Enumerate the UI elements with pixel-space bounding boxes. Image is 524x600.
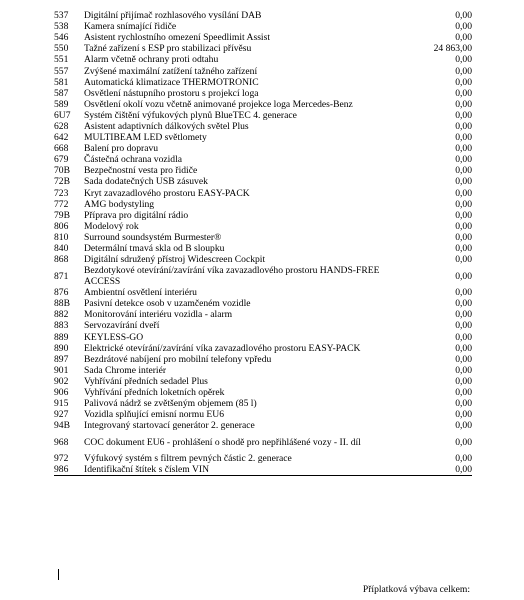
table-row — [54, 176, 472, 187]
table-row — [54, 10, 472, 21]
option-code-cell: 840 — [54, 243, 69, 255]
table-row — [54, 376, 472, 387]
table-row — [54, 431, 472, 453]
option-description-cell: Zvýšené maximální zatížení tažného zařízení — [84, 65, 258, 77]
table-row — [54, 165, 472, 176]
text-cursor — [58, 569, 59, 580]
option-price-cell: 0,00 — [455, 143, 472, 155]
option-code-cell: 72B — [54, 176, 70, 188]
option-price-cell: 0,00 — [455, 243, 472, 255]
option-code-cell: 927 — [54, 409, 69, 421]
option-description-cell: Digitální přijímač rozhlasového vysílání DAB — [84, 10, 262, 22]
table-row — [54, 320, 472, 331]
option-description-cell: Vyhřívání předních loketních opěrek — [84, 387, 225, 399]
option-code-cell: 88B — [54, 298, 70, 310]
option-code-cell: 668 — [54, 143, 69, 155]
option-description-cell: Bezdrátové nabíjení pro mobilní telefony vpředu — [84, 353, 272, 365]
table-row — [54, 21, 472, 32]
option-description-cell: MULTIBEAM LED světlomety — [84, 132, 207, 144]
option-description-cell: Balení pro dopravu — [84, 143, 159, 155]
option-description-cell: Osvětlení okolí vozu včetně animované projekce loga Mercedes-Benz — [84, 98, 353, 110]
option-description-cell: Alarm včetně ochrany proti odtahu — [84, 54, 219, 66]
option-description-cell: Osvětlení nástupního prostoru s projekcí loga — [84, 87, 259, 99]
option-code-cell: 587 — [54, 87, 69, 99]
option-price-cell: 0,00 — [455, 209, 472, 221]
table-row — [54, 409, 472, 420]
option-price-cell: 0,00 — [455, 287, 472, 299]
option-price-cell: 0,00 — [416, 464, 472, 476]
option-description-cell: Automatická klimatizace THERMOTRONIC — [84, 76, 259, 88]
option-code-cell: 589 — [54, 98, 69, 110]
table-row — [54, 265, 472, 287]
option-description-cell: Digitální sdružený přístroj Widescreen Cockpit — [84, 254, 266, 266]
option-price-cell: 0,00 — [455, 176, 472, 188]
table-row — [54, 99, 472, 110]
option-code-cell: 538 — [54, 21, 69, 33]
option-code-cell: 70B — [54, 165, 70, 177]
option-price-cell: 24 863,00 — [433, 43, 472, 55]
table-row — [54, 232, 472, 243]
option-code-cell: 906 — [54, 387, 69, 399]
table-row — [54, 188, 472, 199]
option-code-cell: 915 — [54, 398, 69, 410]
option-description-cell: Vozidla splňující emisní normu EU6 — [84, 409, 224, 421]
option-price-cell: 0,00 — [455, 398, 472, 410]
option-code-cell: 551 — [54, 54, 69, 66]
option-price-cell: 0,00 — [455, 76, 472, 88]
table-row — [54, 43, 472, 54]
table-row — [54, 121, 472, 132]
option-description-cell: Asistent rychlostního omezení Speedlimit Assist — [84, 32, 271, 44]
table-row — [54, 298, 472, 309]
option-description-cell: Modelový rok — [84, 220, 139, 232]
option-description-cell: Identifikační štítek s číslem VIN — [84, 464, 416, 476]
option-price-cell: 0,00 — [455, 298, 472, 310]
table-row — [54, 398, 472, 409]
option-price-cell: 0,00 — [455, 331, 472, 343]
option-description-cell: Částečná ochrana vozidla — [84, 154, 183, 166]
option-description-cell: Monitorování interiéru vozidla - alarm — [84, 309, 233, 321]
option-price-cell: 0,00 — [455, 453, 472, 465]
option-price-cell: 0,00 — [455, 320, 472, 332]
option-description-cell: Pasivní detekce osob v uzamčeném vozidle — [84, 298, 251, 310]
option-description-cell: Integrovaný startovací generátor 2. generace — [84, 420, 255, 432]
option-code-cell: 550 — [54, 43, 69, 55]
option-description-cell: Palivová nádrž se zvětšeným objemem (85 l) — [84, 398, 257, 410]
table-row — [54, 354, 472, 365]
option-price-cell: 0,00 — [455, 32, 472, 44]
option-code-cell: 557 — [54, 65, 69, 77]
option-code-cell: 642 — [54, 132, 69, 144]
option-description-cell: Výfukový systém s filtrem pevných částic 2. generace — [84, 453, 292, 465]
option-code-cell: 889 — [54, 331, 69, 343]
option-code-cell: 890 — [54, 342, 69, 354]
option-price-cell: 0,00 — [455, 342, 472, 354]
option-price-cell: 0,00 — [455, 409, 472, 421]
option-description-cell: Elektrické otevírání/zavírání víka zavazadlového prostoru EASY-PACK — [84, 342, 361, 354]
total-label: Příplatková výbava celkem: — [362, 584, 470, 595]
option-code-cell: 868 — [54, 254, 69, 266]
option-description-cell: AMG bodystyling — [84, 198, 155, 210]
table-row — [54, 77, 472, 88]
option-code-cell: 972 — [54, 453, 69, 465]
option-price-cell: 0,00 — [455, 165, 472, 177]
option-description-cell: Ambientní osvětlení interiéru — [84, 287, 197, 299]
table-row — [54, 88, 472, 99]
option-price-cell: 0,00 — [455, 270, 472, 282]
table-row — [54, 343, 472, 354]
option-description-cell: Vyhřívání předních sedadel Plus — [84, 375, 208, 387]
option-code-cell: 679 — [54, 154, 69, 166]
option-description-cell: Determální tmavá skla od B sloupku — [84, 243, 225, 255]
option-code-cell: 897 — [54, 353, 69, 365]
option-code-cell: 79B — [54, 209, 70, 221]
table-row — [54, 254, 472, 265]
option-description-cell: Sada Chrome interiér — [84, 364, 167, 376]
table-row — [54, 154, 472, 165]
table-row — [54, 420, 472, 431]
option-code-cell: 6U7 — [54, 109, 71, 121]
option-price-cell: 0,00 — [455, 254, 472, 266]
option-description-cell: Asistent adaptivních dálkových světel Plus — [84, 120, 249, 132]
option-description-cell: Kamera snímající řidiče — [84, 21, 177, 33]
option-price-cell: 0,00 — [455, 387, 472, 399]
option-price-cell: 0,00 — [455, 187, 472, 199]
option-price-cell: 0,00 — [455, 109, 472, 121]
table-row — [54, 464, 472, 476]
option-price-cell: 0,00 — [455, 98, 472, 110]
option-code-cell: 772 — [54, 198, 69, 210]
table-row — [54, 453, 472, 464]
option-code-cell: 876 — [54, 287, 69, 299]
option-price-cell: 0,00 — [455, 21, 472, 33]
table-row — [54, 365, 472, 376]
option-price-cell: 0,00 — [455, 54, 472, 66]
option-description-cell: Kryt zavazadlového prostoru EASY-PACK — [84, 187, 250, 199]
option-description-cell: Tažné zařízení s ESP pro stabilizaci přívěsu — [84, 43, 252, 55]
table-row — [54, 143, 472, 154]
option-code-cell: 882 — [54, 309, 69, 321]
table-row — [54, 387, 472, 398]
option-price-cell: 0,00 — [455, 198, 472, 210]
option-price-cell: 0,00 — [455, 154, 472, 166]
option-description-cell: Surround soundsystém Burmester® — [84, 231, 222, 243]
option-code-cell: 871 — [54, 270, 69, 282]
options-table-body — [54, 10, 472, 476]
option-description-cell: Systém čištění výfukových plynů BlueTEC 4. generace — [84, 109, 297, 121]
option-code-cell: 901 — [54, 364, 69, 376]
table-row — [54, 65, 472, 76]
option-code-cell: 883 — [54, 320, 69, 332]
option-price-cell: 0,00 — [455, 364, 472, 376]
table-row — [54, 199, 472, 210]
option-price-cell: 0,00 — [455, 120, 472, 132]
table-row — [54, 210, 472, 221]
table-row — [54, 110, 472, 121]
table-row — [54, 132, 472, 143]
option-code-cell: 806 — [54, 220, 69, 232]
option-code-cell: 581 — [54, 76, 69, 88]
option-price-cell: 0,00 — [455, 420, 472, 432]
option-price-cell: 0,00 — [455, 353, 472, 365]
option-code-cell: 986 — [54, 464, 84, 476]
table-row — [54, 54, 472, 65]
table-row — [54, 243, 472, 254]
option-price-cell: 0,00 — [455, 87, 472, 99]
option-description-cell: Servozavírání dveří — [84, 320, 160, 332]
option-code-cell: 810 — [54, 231, 69, 243]
option-description-cell: COC dokument EU6 - prohlášení o shodě pro nepřihlášené vozy - II. díl — [84, 436, 361, 448]
option-code-cell: 968 — [54, 436, 69, 448]
table-row — [54, 287, 472, 298]
option-price-cell: 0,00 — [455, 375, 472, 387]
option-code-cell: 94B — [54, 420, 70, 432]
option-price-cell: 0,00 — [455, 309, 472, 321]
option-price-cell: 0,00 — [455, 220, 472, 232]
table-row — [54, 32, 472, 43]
option-price-cell: 0,00 — [455, 436, 472, 448]
table-row — [54, 309, 472, 320]
option-code-cell: 537 — [54, 10, 69, 22]
option-description-cell: Bezpečnostní vesta pro řidiče — [84, 165, 198, 177]
option-description-cell: Příprava pro digitální rádio — [84, 209, 189, 221]
option-price-cell: 0,00 — [455, 10, 472, 22]
options-table — [54, 10, 472, 476]
table-row — [54, 221, 472, 232]
table-row — [54, 332, 472, 343]
option-description-cell: KEYLESS-GO — [84, 331, 144, 343]
option-price-cell: 0,00 — [455, 132, 472, 144]
option-code-cell: 902 — [54, 375, 69, 387]
option-description-cell: Bezdotykové otevírání/zavírání víka zavazadlového prostoru HANDS-FREE ACCESS — [84, 265, 380, 288]
option-code-cell: 723 — [54, 187, 69, 199]
option-price-cell: 0,00 — [455, 231, 472, 243]
option-code-cell: 546 — [54, 32, 69, 44]
option-price-cell: 0,00 — [455, 65, 472, 77]
option-code-cell: 628 — [54, 120, 69, 132]
option-description-cell: Sada dodatečných USB zásuvek — [84, 176, 208, 188]
